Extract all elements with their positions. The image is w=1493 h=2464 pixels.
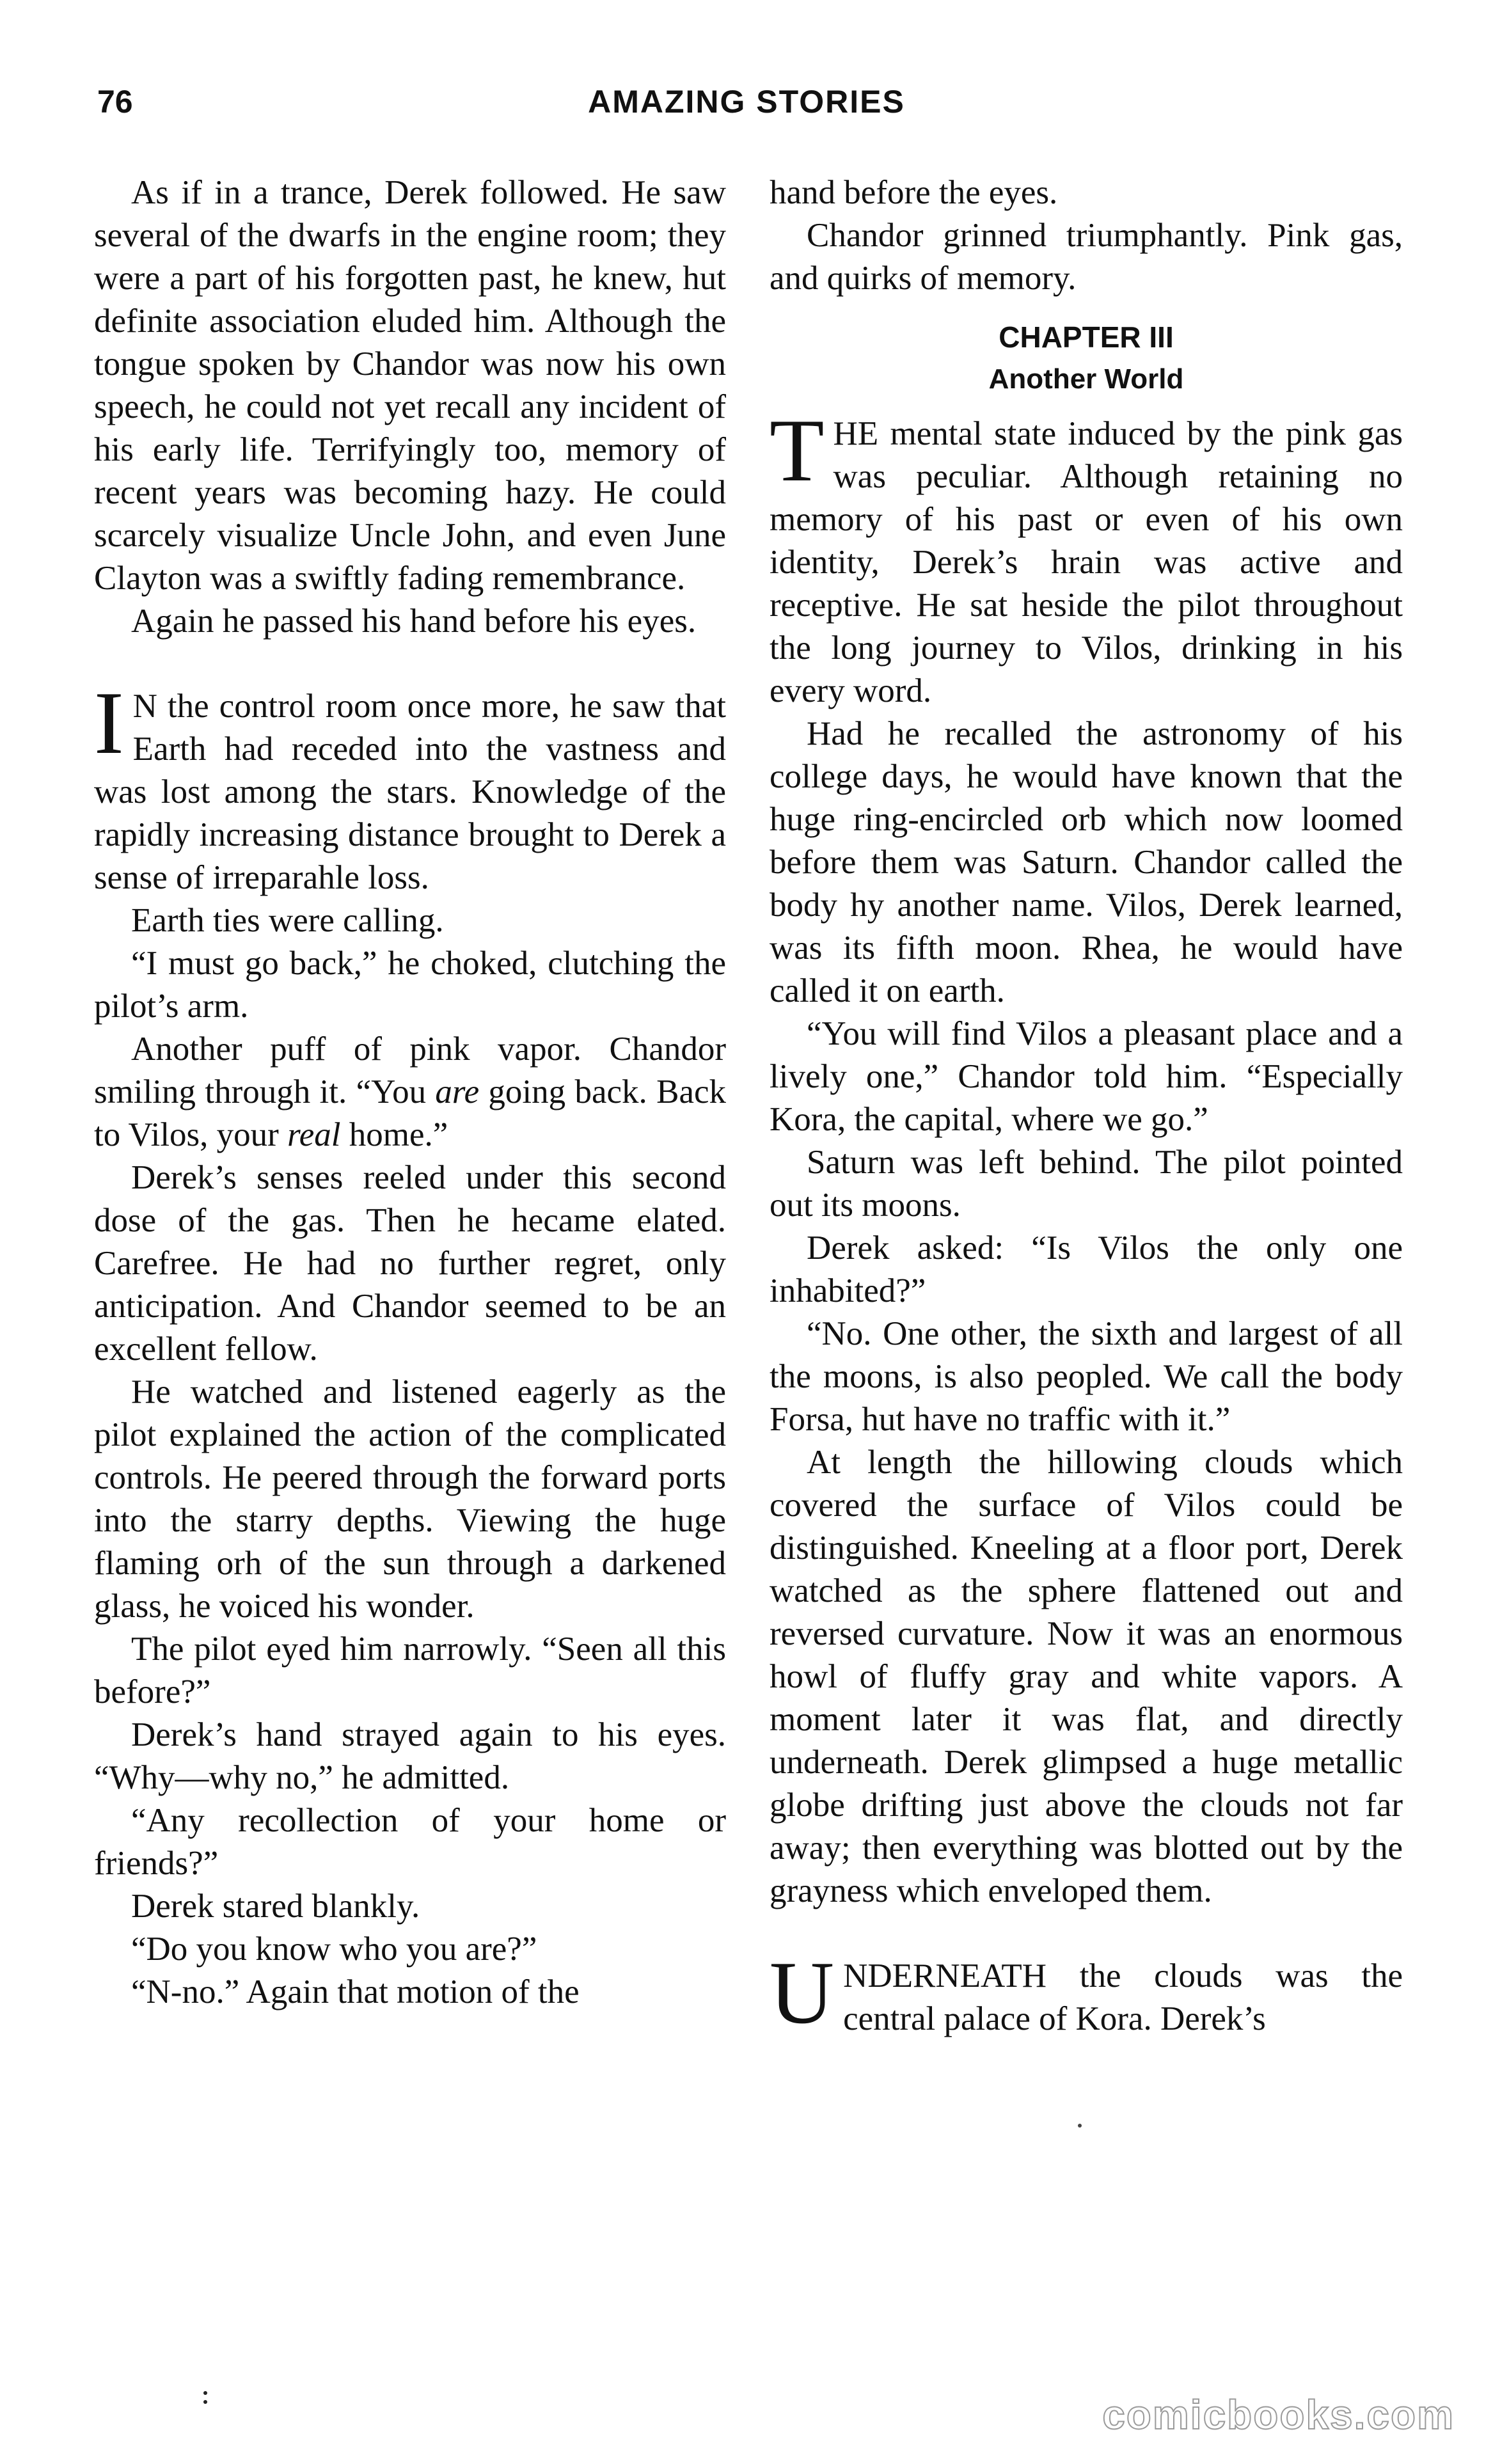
drop-cap: I <box>94 674 124 773</box>
drop-cap: U <box>770 1943 835 2042</box>
drop-cap: T <box>770 401 825 500</box>
paragraph: At length the hillowing clouds which covered the surface of Vilos could be distinguished. Kneeling at a floor port, Derek watched as the sphere flattened out and reversed curvature. Now it was an enormous howl of fluffy gray and white vapors. A moment later it was flat, and directly underneath. Derek glimpsed a huge metallic globe drifting just above the clouds not far away; then everything was blotted out by the grayness which enveloped them. <box>770 1444 1403 1909</box>
paragraph: “No. One other, the sixth and largest of all the moons, is also peopled. We call the body Forsa, hut have no traffic with it.” <box>770 1315 1403 1438</box>
paragraph-text: going back. Back to Vilos, your <box>94 1073 726 1153</box>
paragraph: As if in a trance, Derek followed. He saw several of the dwarfs in the engine room; they were a part of his forgotten past, he knew, hut definite association eluded him. Although the tongue spoken by Chandor was now his own speech, he could not yet recall any incident of his early life. Terrifyingly too, memory of recent years was becoming hazy. He could scarcely visualize Uncle John, and even June Clayton was a swiftly fading remembrance. <box>94 174 726 597</box>
paragraph: Had he recalled the astronomy of his college days, he would have known that the huge ring-encircled orb which now loomed before them was Saturn. Chandor called the body hy another name. Vilos, Derek learned, was its fifth moon. Rhea, he would have called it on earth. <box>770 715 1403 1009</box>
section-paragraph <box>770 401 1403 713</box>
chapter-subtitle: Another World <box>988 363 1184 395</box>
paragraph: “N-no.” Again that motion of the <box>131 1973 580 2010</box>
paragraph-text: HE mental state induced by the pink gas was peculiar. Although retaining no memory of his past or even of his own identity, Derek’s hrain was active and receptive. He sat heside the pilot throughout the long journey to Vilos, drinking in his every word. <box>770 415 1403 709</box>
paragraph-text: home.” <box>340 1116 448 1153</box>
section-paragraph <box>94 674 726 899</box>
paragraph: Derek asked: “Is Vilos the only one inhabited?” <box>770 1229 1403 1309</box>
watermark: comicbooks.com <box>1102 2392 1455 2438</box>
paragraph-text: NDERNEATH the clouds was the central palace of Kora. Derek’s <box>843 1957 1403 2037</box>
paragraph: He watched and listened eagerly as the pilot explained the action of the complicated controls. He peered through the forward ports into the starry depths. Viewing the huge flaming orh of the sun through a darkened glass, he voiced his wonder. <box>94 1373 726 1625</box>
paragraph: Derek’s hand strayed again to his eyes. “Why—why no,” he admitted. <box>94 1716 726 1796</box>
paragraph: Derek’s senses reeled under this second dose of the gas. Then he hecame elated. Carefree. He had no further regret, only anticipation. And Chandor seemed to be an excellent fellow. <box>94 1159 726 1368</box>
emphasis-text: real <box>287 1116 341 1153</box>
section-paragraph <box>770 1943 1403 2042</box>
right-column <box>770 171 1403 2041</box>
paragraph: hand before the eyes. <box>770 174 1058 211</box>
paragraph: The pilot eyed him narrowly. “Seen all this before?” <box>94 1631 726 1710</box>
emphasis-text: are <box>435 1073 480 1110</box>
paragraph: “Any recollection of your home or friends?” <box>94 1802 726 1882</box>
paragraph-text: N the control room once more, he saw that Earth had receded into the vastness and was lost among the stars. Knowledge of the rapidly increasing distance brought to Derek a sense of irreparahle loss. <box>94 688 726 896</box>
paragraph-text: Another puff of pink vapor. Chandor smiling through it. “You <box>94 1031 726 1110</box>
paragraph: Chandor grinned triumphantly. Pink gas, and quirks of memory. <box>770 217 1403 297</box>
paragraph: “Do you know who you are?” <box>131 1931 537 1968</box>
paragraph: “You will find Vilos a pleasant place and a lively one,” Chandor told him. “Especially Kora, the capital, where we go.” <box>770 1015 1403 1138</box>
paragraph: Earth ties were calling. <box>131 902 444 939</box>
running-head: AMAZING STORIES <box>588 84 905 120</box>
ink-dot <box>1078 2124 1082 2128</box>
page-number: 76 <box>97 84 133 120</box>
paragraph: Saturn was left behind. The pilot pointed out its moons. <box>770 1144 1403 1224</box>
paragraph: Derek stared blankly. <box>131 1888 420 1925</box>
chapter-title: CHAPTER III <box>999 320 1174 354</box>
paragraph <box>94 1028 726 1157</box>
ink-speck <box>203 2391 207 2405</box>
left-column <box>94 171 726 2014</box>
paragraph: “I must go back,” he choked, clutching the pilot’s arm. <box>94 945 726 1025</box>
paragraph: Again he passed his hand before his eyes. <box>131 603 697 640</box>
